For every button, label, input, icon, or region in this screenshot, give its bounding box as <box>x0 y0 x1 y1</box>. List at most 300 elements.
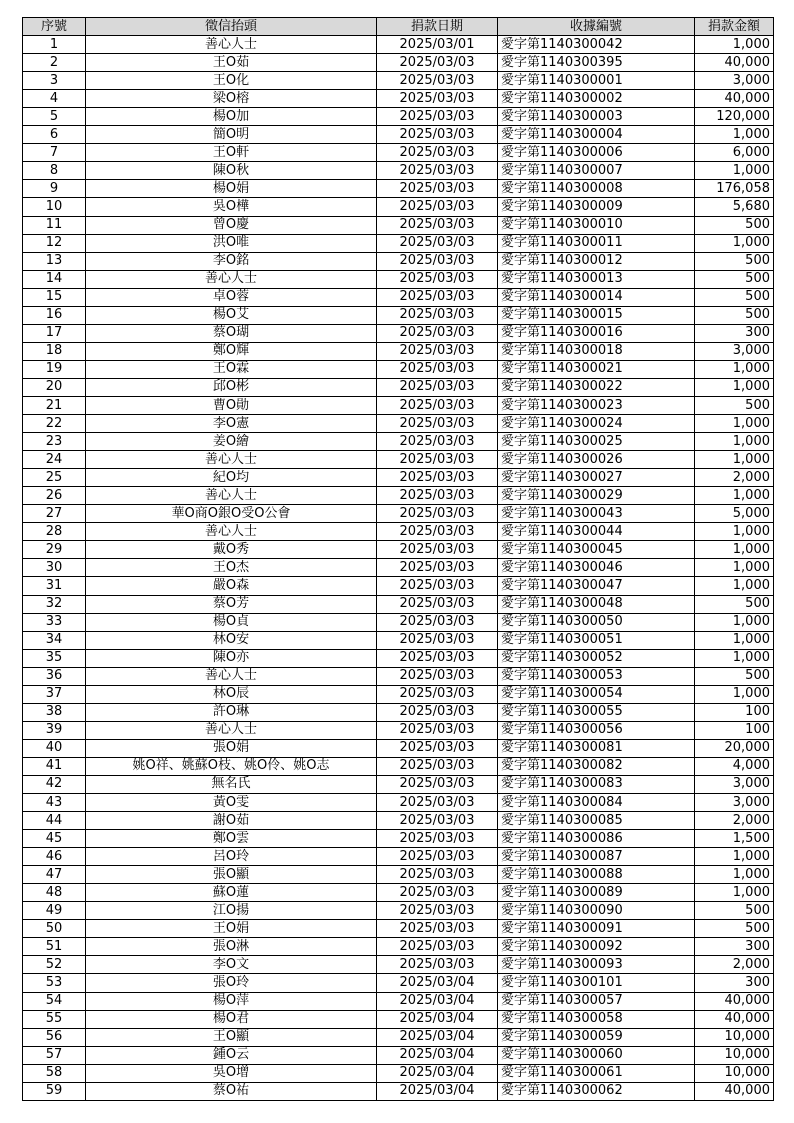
cell-donor-name: 蔡O祐 <box>86 1082 377 1100</box>
cell-receipt-number: 愛字第1140300048 <box>498 595 695 613</box>
cell-donation-date: 2025/03/03 <box>377 72 498 90</box>
table-row <box>23 162 774 180</box>
table-row <box>23 1028 774 1046</box>
cell-receipt-number: 愛字第1140300046 <box>498 559 695 577</box>
cell-donor-name: 紀O均 <box>86 469 377 487</box>
table-row <box>23 812 774 830</box>
cell-donor-name: 梁O榕 <box>86 90 377 108</box>
table-row <box>23 234 774 252</box>
table-row <box>23 902 774 920</box>
cell-donor-name: 王O霖 <box>86 360 377 378</box>
cell-seq: 18 <box>23 342 86 360</box>
cell-seq: 56 <box>23 1028 86 1046</box>
cell-donor-name: 李O銘 <box>86 252 377 270</box>
cell-donor-name: 卓O蓉 <box>86 288 377 306</box>
cell-receipt-number: 愛字第1140300010 <box>498 216 695 234</box>
cell-donation-date: 2025/03/03 <box>377 938 498 956</box>
cell-donation-date: 2025/03/03 <box>377 288 498 306</box>
cell-seq: 24 <box>23 451 86 469</box>
table-row <box>23 667 774 685</box>
cell-donor-name: 林O辰 <box>86 685 377 703</box>
cell-seq: 10 <box>23 198 86 216</box>
cell-donation-amount: 500 <box>695 667 774 685</box>
cell-seq: 21 <box>23 396 86 414</box>
cell-donation-date: 2025/03/03 <box>377 685 498 703</box>
cell-donor-name: 楊O艾 <box>86 306 377 324</box>
cell-donor-name: 嚴O森 <box>86 577 377 595</box>
table-row <box>23 144 774 162</box>
table-row <box>23 685 774 703</box>
cell-donation-date: 2025/03/03 <box>377 703 498 721</box>
cell-seq: 30 <box>23 559 86 577</box>
cell-receipt-number: 愛字第1140300061 <box>498 1064 695 1082</box>
cell-seq: 23 <box>23 433 86 451</box>
table-row <box>23 541 774 559</box>
cell-seq: 1 <box>23 36 86 54</box>
cell-donation-amount: 1,000 <box>695 36 774 54</box>
cell-donation-date: 2025/03/03 <box>377 451 498 469</box>
cell-donation-date: 2025/03/03 <box>377 541 498 559</box>
table-row <box>23 649 774 667</box>
cell-donation-amount: 40,000 <box>695 1010 774 1028</box>
cell-seq: 34 <box>23 631 86 649</box>
table-row <box>23 252 774 270</box>
cell-receipt-number: 愛字第1140300060 <box>498 1046 695 1064</box>
cell-donation-date: 2025/03/04 <box>377 1082 498 1100</box>
cell-donation-amount: 500 <box>695 396 774 414</box>
cell-donation-amount: 1,000 <box>695 613 774 631</box>
cell-donation-amount: 1,000 <box>695 234 774 252</box>
cell-donation-amount: 500 <box>695 595 774 613</box>
cell-donation-date: 2025/03/03 <box>377 198 498 216</box>
donation-table <box>22 17 774 1101</box>
cell-donation-date: 2025/03/03 <box>377 523 498 541</box>
cell-receipt-number: 愛字第1140300024 <box>498 415 695 433</box>
cell-donation-date: 2025/03/03 <box>377 234 498 252</box>
cell-donor-name: 吳O增 <box>86 1064 377 1082</box>
cell-seq: 52 <box>23 956 86 974</box>
cell-donation-amount: 6,000 <box>695 144 774 162</box>
cell-donation-amount: 1,000 <box>695 884 774 902</box>
cell-donor-name: 王O茹 <box>86 54 377 72</box>
cell-donation-date: 2025/03/03 <box>377 902 498 920</box>
cell-donation-date: 2025/03/03 <box>377 595 498 613</box>
table-row <box>23 794 774 812</box>
table-row <box>23 415 774 433</box>
cell-donation-date: 2025/03/03 <box>377 848 498 866</box>
cell-donation-date: 2025/03/03 <box>377 469 498 487</box>
cell-donation-amount: 5,000 <box>695 505 774 523</box>
table-row <box>23 360 774 378</box>
cell-donor-name: 善心人士 <box>86 487 377 505</box>
cell-receipt-number: 愛字第1140300053 <box>498 667 695 685</box>
cell-donor-name: 簡O明 <box>86 126 377 144</box>
cell-receipt-number: 愛字第1140300003 <box>498 108 695 126</box>
cell-donation-date: 2025/03/04 <box>377 992 498 1010</box>
cell-donation-date: 2025/03/03 <box>377 324 498 342</box>
cell-donation-amount: 1,000 <box>695 649 774 667</box>
cell-donation-date: 2025/03/03 <box>377 433 498 451</box>
cell-donor-name: 謝O茹 <box>86 812 377 830</box>
table-row <box>23 108 774 126</box>
table-row <box>23 757 774 775</box>
cell-seq: 29 <box>23 541 86 559</box>
cell-donation-amount: 1,000 <box>695 126 774 144</box>
cell-seq: 5 <box>23 108 86 126</box>
cell-seq: 31 <box>23 577 86 595</box>
cell-receipt-number: 愛字第1140300395 <box>498 54 695 72</box>
cell-donor-name: 楊O貞 <box>86 613 377 631</box>
cell-donor-name: 鍾O云 <box>86 1046 377 1064</box>
table-row <box>23 739 774 757</box>
cell-donation-date: 2025/03/03 <box>377 216 498 234</box>
cell-receipt-number: 愛字第1140300043 <box>498 505 695 523</box>
table-row <box>23 90 774 108</box>
cell-donation-amount: 500 <box>695 902 774 920</box>
table-row <box>23 198 774 216</box>
cell-seq: 15 <box>23 288 86 306</box>
cell-donation-amount: 10,000 <box>695 1028 774 1046</box>
table-row <box>23 577 774 595</box>
cell-donation-date: 2025/03/03 <box>377 577 498 595</box>
cell-donor-name: 吳O樺 <box>86 198 377 216</box>
cell-seq: 22 <box>23 415 86 433</box>
cell-donation-amount: 40,000 <box>695 1082 774 1100</box>
cell-donation-amount: 3,000 <box>695 72 774 90</box>
cell-seq: 35 <box>23 649 86 667</box>
cell-donor-name: 李O憲 <box>86 415 377 433</box>
cell-donor-name: 楊O娟 <box>86 180 377 198</box>
table-row <box>23 433 774 451</box>
table-row <box>23 469 774 487</box>
cell-donation-date: 2025/03/03 <box>377 54 498 72</box>
table-row <box>23 559 774 577</box>
cell-receipt-number: 愛字第1140300009 <box>498 198 695 216</box>
cell-donor-name: 姚O祥、姚蘇O枝、姚O伶、姚O志 <box>86 757 377 775</box>
cell-receipt-number: 愛字第1140300007 <box>498 162 695 180</box>
cell-donation-date: 2025/03/03 <box>377 649 498 667</box>
cell-donor-name: 善心人士 <box>86 451 377 469</box>
cell-receipt-number: 愛字第1140300025 <box>498 433 695 451</box>
table-row <box>23 631 774 649</box>
cell-donation-amount: 3,000 <box>695 794 774 812</box>
cell-receipt-number: 愛字第1140300062 <box>498 1082 695 1100</box>
cell-seq: 32 <box>23 595 86 613</box>
cell-donation-date: 2025/03/03 <box>377 631 498 649</box>
cell-donor-name: 鄭O輝 <box>86 342 377 360</box>
table-row <box>23 378 774 396</box>
table-row <box>23 342 774 360</box>
table-row <box>23 54 774 72</box>
cell-donor-name: 江O揚 <box>86 902 377 920</box>
cell-receipt-number: 愛字第1140300093 <box>498 956 695 974</box>
cell-seq: 36 <box>23 667 86 685</box>
cell-donation-amount: 1,000 <box>695 866 774 884</box>
cell-donor-name: 蘇O蓮 <box>86 884 377 902</box>
cell-seq: 14 <box>23 270 86 288</box>
cell-receipt-number: 愛字第1140300088 <box>498 866 695 884</box>
table-row <box>23 775 774 793</box>
cell-donation-amount: 2,000 <box>695 812 774 830</box>
cell-receipt-number: 愛字第1140300054 <box>498 685 695 703</box>
cell-donation-date: 2025/03/03 <box>377 794 498 812</box>
cell-donor-name: 曾O慶 <box>86 216 377 234</box>
cell-donation-amount: 1,000 <box>695 523 774 541</box>
cell-donor-name: 王O化 <box>86 72 377 90</box>
cell-donation-date: 2025/03/04 <box>377 1028 498 1046</box>
cell-receipt-number: 愛字第1140300021 <box>498 360 695 378</box>
cell-seq: 57 <box>23 1046 86 1064</box>
cell-receipt-number: 愛字第1140300004 <box>498 126 695 144</box>
cell-donation-date: 2025/03/04 <box>377 1046 498 1064</box>
cell-donor-name: 楊O加 <box>86 108 377 126</box>
cell-receipt-number: 愛字第1140300084 <box>498 794 695 812</box>
cell-donor-name: 蔡O芳 <box>86 595 377 613</box>
cell-donation-amount: 176,058 <box>695 180 774 198</box>
table-row <box>23 1046 774 1064</box>
cell-seq: 55 <box>23 1010 86 1028</box>
cell-donation-date: 2025/03/03 <box>377 505 498 523</box>
cell-donor-name: 善心人士 <box>86 36 377 54</box>
cell-donation-amount: 1,500 <box>695 830 774 848</box>
cell-seq: 3 <box>23 72 86 90</box>
cell-donation-amount: 3,000 <box>695 342 774 360</box>
cell-donor-name: 陳O秋 <box>86 162 377 180</box>
cell-receipt-number: 愛字第1140300022 <box>498 378 695 396</box>
cell-receipt-number: 愛字第1140300014 <box>498 288 695 306</box>
cell-donation-amount: 100 <box>695 703 774 721</box>
cell-seq: 38 <box>23 703 86 721</box>
cell-donation-amount: 1,000 <box>695 848 774 866</box>
cell-seq: 27 <box>23 505 86 523</box>
cell-seq: 20 <box>23 378 86 396</box>
cell-receipt-number: 愛字第1140300085 <box>498 812 695 830</box>
cell-donor-name: 邱O彬 <box>86 378 377 396</box>
cell-seq: 54 <box>23 992 86 1010</box>
cell-receipt-number: 愛字第1140300026 <box>498 451 695 469</box>
cell-donor-name: 楊O君 <box>86 1010 377 1028</box>
cell-donation-amount: 1,000 <box>695 541 774 559</box>
cell-donor-name: 楊O萍 <box>86 992 377 1010</box>
cell-seq: 50 <box>23 920 86 938</box>
cell-donation-date: 2025/03/03 <box>377 812 498 830</box>
cell-donation-date: 2025/03/03 <box>377 90 498 108</box>
cell-donation-amount: 1,000 <box>695 162 774 180</box>
cell-receipt-number: 愛字第1140300051 <box>498 631 695 649</box>
cell-donation-amount: 1,000 <box>695 685 774 703</box>
table-row <box>23 505 774 523</box>
cell-donation-date: 2025/03/03 <box>377 306 498 324</box>
cell-donor-name: 戴O秀 <box>86 541 377 559</box>
cell-seq: 46 <box>23 848 86 866</box>
cell-donation-amount: 300 <box>695 938 774 956</box>
cell-receipt-number: 愛字第1140300055 <box>498 703 695 721</box>
table-row <box>23 180 774 198</box>
header-receipt-number: 收據編號 <box>498 18 695 36</box>
cell-donation-date: 2025/03/03 <box>377 360 498 378</box>
cell-receipt-number: 愛字第1140300006 <box>498 144 695 162</box>
table-row <box>23 974 774 992</box>
cell-donor-name: 王O杰 <box>86 559 377 577</box>
table-row <box>23 1064 774 1082</box>
table-row <box>23 288 774 306</box>
cell-seq: 12 <box>23 234 86 252</box>
table-row <box>23 721 774 739</box>
cell-receipt-number: 愛字第1140300058 <box>498 1010 695 1028</box>
cell-donation-date: 2025/03/03 <box>377 108 498 126</box>
table-row <box>23 992 774 1010</box>
cell-receipt-number: 愛字第1140300086 <box>498 830 695 848</box>
cell-receipt-number: 愛字第1140300090 <box>498 902 695 920</box>
table-row <box>23 866 774 884</box>
cell-donation-amount: 120,000 <box>695 108 774 126</box>
cell-seq: 45 <box>23 830 86 848</box>
cell-donation-amount: 5,680 <box>695 198 774 216</box>
cell-donor-name: 蔡O瑚 <box>86 324 377 342</box>
cell-donation-date: 2025/03/03 <box>377 559 498 577</box>
cell-seq: 47 <box>23 866 86 884</box>
cell-receipt-number: 愛字第1140300002 <box>498 90 695 108</box>
cell-donation-amount: 1,000 <box>695 433 774 451</box>
cell-donation-date: 2025/03/03 <box>377 270 498 288</box>
cell-receipt-number: 愛字第1140300050 <box>498 613 695 631</box>
cell-donation-amount: 500 <box>695 288 774 306</box>
table-row <box>23 451 774 469</box>
cell-seq: 17 <box>23 324 86 342</box>
cell-donation-amount: 500 <box>695 920 774 938</box>
cell-seq: 43 <box>23 794 86 812</box>
cell-donation-date: 2025/03/04 <box>377 1010 498 1028</box>
cell-donor-name: 華O商O銀O受O公會 <box>86 505 377 523</box>
table-row <box>23 920 774 938</box>
table-row <box>23 36 774 54</box>
cell-receipt-number: 愛字第1140300044 <box>498 523 695 541</box>
cell-seq: 37 <box>23 685 86 703</box>
cell-donation-amount: 2,000 <box>695 956 774 974</box>
table-row <box>23 830 774 848</box>
table-row <box>23 523 774 541</box>
cell-seq: 33 <box>23 613 86 631</box>
cell-donation-amount: 40,000 <box>695 90 774 108</box>
cell-donation-amount: 300 <box>695 324 774 342</box>
cell-donor-name: 張O顯 <box>86 866 377 884</box>
cell-donor-name: 張O淋 <box>86 938 377 956</box>
cell-receipt-number: 愛字第1140300083 <box>498 775 695 793</box>
cell-donor-name: 黃O雯 <box>86 794 377 812</box>
cell-receipt-number: 愛字第1140300023 <box>498 396 695 414</box>
cell-seq: 2 <box>23 54 86 72</box>
cell-receipt-number: 愛字第1140300011 <box>498 234 695 252</box>
cell-seq: 44 <box>23 812 86 830</box>
table-body <box>23 36 774 1101</box>
header-row <box>23 18 774 36</box>
cell-donation-date: 2025/03/03 <box>377 920 498 938</box>
cell-donation-date: 2025/03/03 <box>377 342 498 360</box>
cell-donor-name: 林O安 <box>86 631 377 649</box>
cell-seq: 11 <box>23 216 86 234</box>
cell-donation-date: 2025/03/03 <box>377 956 498 974</box>
cell-donation-date: 2025/03/03 <box>377 613 498 631</box>
table-row <box>23 1010 774 1028</box>
cell-donor-name: 李O文 <box>86 956 377 974</box>
cell-seq: 25 <box>23 469 86 487</box>
cell-donation-date: 2025/03/03 <box>377 144 498 162</box>
cell-receipt-number: 愛字第1140300027 <box>498 469 695 487</box>
cell-seq: 59 <box>23 1082 86 1100</box>
cell-receipt-number: 愛字第1140300001 <box>498 72 695 90</box>
cell-donor-name: 張O娟 <box>86 739 377 757</box>
cell-receipt-number: 愛字第1140300052 <box>498 649 695 667</box>
cell-seq: 51 <box>23 938 86 956</box>
cell-receipt-number: 愛字第1140300018 <box>498 342 695 360</box>
cell-donation-amount: 500 <box>695 306 774 324</box>
cell-seq: 41 <box>23 757 86 775</box>
table-row <box>23 595 774 613</box>
cell-donor-name: 王O娟 <box>86 920 377 938</box>
table-header <box>23 18 774 36</box>
cell-receipt-number: 愛字第1140300081 <box>498 739 695 757</box>
cell-receipt-number: 愛字第1140300082 <box>498 757 695 775</box>
cell-donation-date: 2025/03/03 <box>377 775 498 793</box>
cell-seq: 58 <box>23 1064 86 1082</box>
table-row <box>23 956 774 974</box>
cell-donation-amount: 500 <box>695 216 774 234</box>
cell-donation-amount: 2,000 <box>695 469 774 487</box>
cell-seq: 28 <box>23 523 86 541</box>
cell-donation-amount: 20,000 <box>695 739 774 757</box>
cell-donor-name: 曹O勛 <box>86 396 377 414</box>
cell-donation-amount: 10,000 <box>695 1046 774 1064</box>
cell-receipt-number: 愛字第1140300029 <box>498 487 695 505</box>
cell-donation-date: 2025/03/03 <box>377 487 498 505</box>
cell-receipt-number: 愛字第1140300045 <box>498 541 695 559</box>
table-row <box>23 324 774 342</box>
cell-donor-name: 洪O唯 <box>86 234 377 252</box>
cell-seq: 40 <box>23 739 86 757</box>
cell-donor-name: 善心人士 <box>86 667 377 685</box>
cell-seq: 9 <box>23 180 86 198</box>
cell-receipt-number: 愛字第1140300089 <box>498 884 695 902</box>
cell-seq: 53 <box>23 974 86 992</box>
cell-donation-date: 2025/03/03 <box>377 757 498 775</box>
cell-donation-amount: 1,000 <box>695 451 774 469</box>
cell-receipt-number: 愛字第1140300057 <box>498 992 695 1010</box>
cell-donation-date: 2025/03/03 <box>377 396 498 414</box>
cell-donation-amount: 1,000 <box>695 415 774 433</box>
cell-receipt-number: 愛字第1140300012 <box>498 252 695 270</box>
header-donation-amount: 捐款金額 <box>695 18 774 36</box>
cell-donation-date: 2025/03/03 <box>377 252 498 270</box>
cell-donation-amount: 500 <box>695 270 774 288</box>
cell-donation-date: 2025/03/03 <box>377 126 498 144</box>
cell-seq: 16 <box>23 306 86 324</box>
cell-donation-date: 2025/03/01 <box>377 36 498 54</box>
cell-donation-amount: 40,000 <box>695 992 774 1010</box>
cell-receipt-number: 愛字第1140300015 <box>498 306 695 324</box>
cell-donation-amount: 1,000 <box>695 487 774 505</box>
cell-donor-name: 張O玲 <box>86 974 377 992</box>
table-row <box>23 613 774 631</box>
cell-donation-amount: 500 <box>695 252 774 270</box>
cell-receipt-number: 愛字第1140300091 <box>498 920 695 938</box>
cell-donor-name: 呂O玲 <box>86 848 377 866</box>
cell-donor-name: 許O琳 <box>86 703 377 721</box>
cell-seq: 48 <box>23 884 86 902</box>
table-row <box>23 1082 774 1100</box>
table-row <box>23 396 774 414</box>
table-row <box>23 884 774 902</box>
header-donor-name: 徵信抬頭 <box>86 18 377 36</box>
